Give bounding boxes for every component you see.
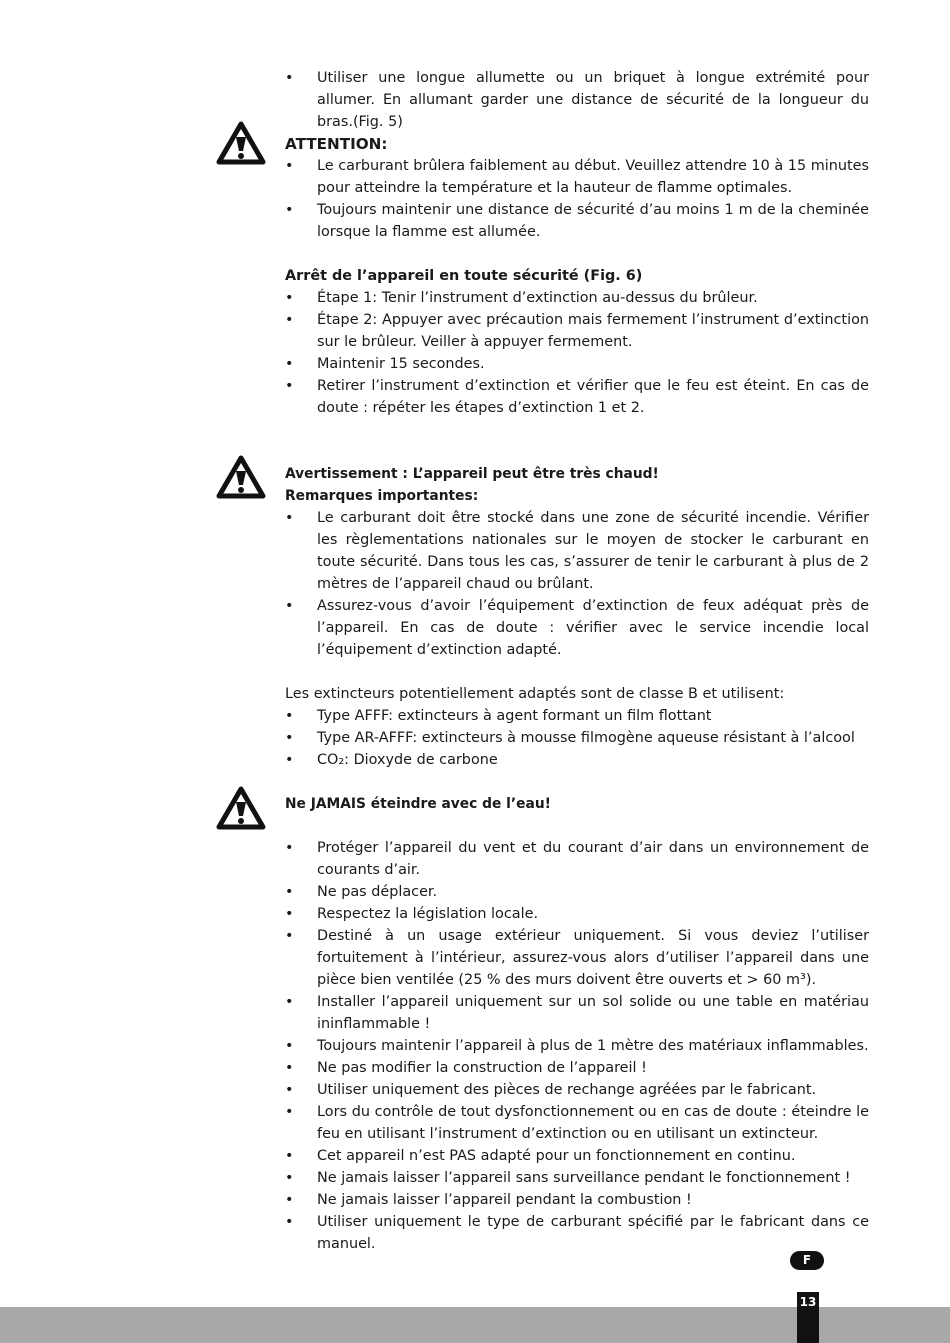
list-item: • Utiliser uniquement des pièces de rechange agréées par le fabricant.: [285, 1079, 869, 1101]
warning-section: [285, 463, 869, 661]
extinguishers-intro: Les extincteurs potentiellement adaptés sont de classe B et utilisent:: [285, 686, 785, 702]
shutdown-heading: Arrêt de l’appareil en toute sécurité (Fig. 6): [285, 268, 643, 284]
warning-triangle-icon: [216, 455, 266, 499]
general-list: [285, 837, 869, 1255]
list-item: • Étape 2: Appuyer avec précaution mais fermement l’instrument d’extinction sur le brûleur. Veiller à appuyer fermement.: [285, 309, 869, 353]
list-item: • Ne pas déplacer.: [285, 881, 869, 903]
list-item: • Toujours maintenir l’appareil à plus de 1 mètre des matériaux inflammables.: [285, 1035, 869, 1057]
list-item: • Le carburant doit être stocké dans une zone de sécurité incendie. Vérifier les règlementations nationales sur le moyen de stocker le carburant en toute sécurité. Dans tous les cas, s’assurer de tenir le carburant à plus de 2 mètres de l’appareil chaud ou brûlant.: [285, 507, 869, 595]
list-item: • Lors du contrôle de tout dysfonctionnement ou en cas de doute : éteindre le feu en utilisant l’instrument d’extinction ou en utilisant un extincteur.: [285, 1101, 869, 1145]
list-item: • Ne jamais laisser l’appareil pendant la combustion !: [285, 1189, 869, 1211]
page-number: 13: [797, 1292, 819, 1343]
attention-heading: ATTENTION:: [285, 135, 388, 153]
list-item: • Ne jamais laisser l’appareil sans surveillance pendant le fonctionnement !: [285, 1167, 869, 1189]
warning-triangle-icon: [216, 121, 266, 165]
intro-list: [285, 67, 869, 133]
intro-section: [285, 67, 869, 133]
attention-section: [285, 133, 869, 243]
extinguishers-section: [285, 683, 869, 771]
list-item: • Toujours maintenir une distance de sécurité d’au moins 1 m de la cheminée lorsque la flamme est allumée.: [285, 199, 869, 243]
list-item: • Type AR-AFFF: extincteurs à mousse filmogène aqueuse résistant à l’alcool: [285, 727, 869, 749]
list-item: • Utiliser uniquement le type de carburant spécifié par le fabricant dans ce manuel.: [285, 1211, 869, 1255]
nowater-section: [285, 793, 869, 815]
warning-heading: Avertissement : L’appareil peut être très chaud!: [285, 466, 659, 482]
list-item: • Cet appareil n’est PAS adapté pour un fonctionnement en continu.: [285, 1145, 869, 1167]
language-badge: F: [790, 1251, 824, 1270]
list-item: • Type AFFF: extincteurs à agent formant un film flottant: [285, 705, 869, 727]
list-item: • Destiné à un usage extérieur uniquement. Si vous deviez l’utiliser fortuitement à l’intérieur, assurez-vous alors d’utiliser l’appareil dans une pièce bien ventilée (25 % des murs doivent être ouverts et > 60 m³).: [285, 925, 869, 991]
shutdown-list: [285, 287, 869, 419]
general-section: [285, 837, 869, 1255]
list-item: • Étape 1: Tenir l’instrument d’extinction au-dessus du brûleur.: [285, 287, 869, 309]
warning-triangle-icon: [216, 786, 266, 830]
attention-list: [285, 155, 869, 243]
list-item: • Utiliser une longue allumette ou un briquet à longue extrémité pour allumer. En allumant garder une distance de sécurité de la longueur du bras.(Fig. 5): [285, 67, 869, 133]
list-item: • Maintenir 15 secondes.: [285, 353, 869, 375]
warning-list: [285, 507, 869, 661]
list-item: • Installer l’appareil uniquement sur un sol solide ou une table en matériau ininflammable !: [285, 991, 869, 1035]
shutdown-section: [285, 265, 869, 419]
list-item: • CO₂: Dioxyde de carbone: [285, 749, 869, 771]
nowater-heading: Ne JAMAIS éteindre avec de l’eau!: [285, 796, 551, 812]
remarks-heading: Remarques importantes:: [285, 488, 479, 504]
list-item: • Le carburant brûlera faiblement au début. Veuillez attendre 10 à 15 minutes pour atteindre la température et la hauteur de flamme optimales.: [285, 155, 869, 199]
list-item: • Ne pas modifier la construction de l’appareil !: [285, 1057, 869, 1079]
list-item: • Assurez-vous d’avoir l’équipement d’extinction de feux adéquat près de l’appareil. En cas de doute : vérifier avec le service incendie local l’équipement d’extinction adapté.: [285, 595, 869, 661]
list-item: • Protéger l’appareil du vent et du courant d’air dans un environnement de courants d’air.: [285, 837, 869, 881]
list-item: • Retirer l’instrument d’extinction et vérifier que le feu est éteint. En cas de doute : répéter les étapes d’extinction 1 et 2.: [285, 375, 869, 419]
extinguishers-list: [285, 705, 869, 771]
list-item: • Respectez la législation locale.: [285, 903, 869, 925]
